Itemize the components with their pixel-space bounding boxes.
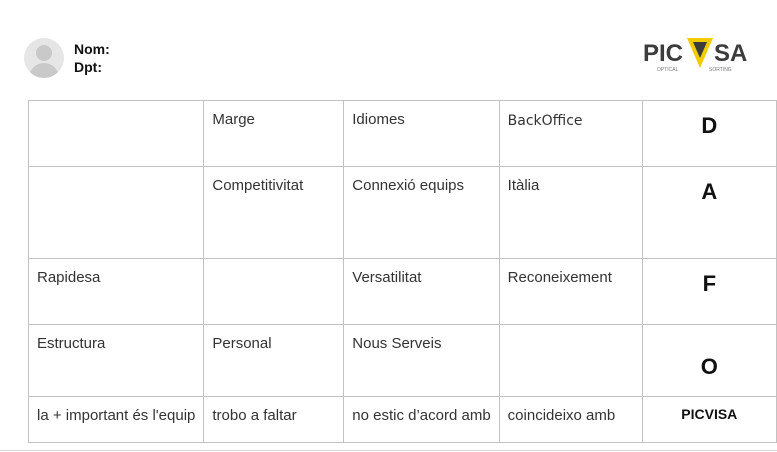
table-row [29, 325, 777, 397]
table-cell[interactable]: Estructura [29, 325, 204, 397]
logo-text-sa: SA [714, 40, 748, 67]
dafo-code-a: A [642, 167, 776, 259]
table-cell[interactable]: Idiomes [344, 101, 499, 167]
avatar-body-shape [29, 63, 59, 78]
table-cell[interactable] [204, 259, 344, 325]
profile-meta [74, 40, 110, 76]
table-cell[interactable]: BackOffice [499, 101, 642, 167]
table-cell[interactable]: Connexió equips [344, 167, 499, 259]
table-row [29, 397, 777, 443]
table-cell[interactable] [29, 167, 204, 259]
dafo-code-f: F [642, 259, 776, 325]
dafo-code-d: D [642, 101, 776, 167]
table-cell[interactable]: la + important és l'equip [29, 397, 204, 443]
picvisa-logo-icon [643, 36, 755, 74]
table-cell[interactable]: Rapidesa [29, 259, 204, 325]
name-label: Nom: [74, 41, 110, 57]
table-cell[interactable]: Personal [204, 325, 344, 397]
profile-header [0, 0, 777, 100]
table-row [29, 101, 777, 167]
table-cell[interactable]: Itàlia [499, 167, 642, 259]
table-cell[interactable]: Reconeixement [499, 259, 642, 325]
dafo-code-o: O [642, 325, 776, 397]
logo-text-pic: PIC [643, 40, 684, 67]
picvisa-logo [643, 36, 755, 74]
table-cell[interactable] [29, 101, 204, 167]
table-cell[interactable]: Competitivitat [204, 167, 344, 259]
table-cell[interactable]: Versatilitat [344, 259, 499, 325]
table-cell[interactable]: trobo a faltar [204, 397, 344, 443]
logo-subtitle-right: SORTING [709, 67, 732, 73]
dafo-table [28, 100, 777, 443]
department-label: Dpt: [74, 59, 102, 75]
table-cell[interactable]: Nous Serveis [344, 325, 499, 397]
table-row [29, 167, 777, 259]
brand-cell: PICVISA [642, 397, 776, 443]
table-cell[interactable] [499, 325, 642, 397]
bottom-divider [0, 450, 777, 451]
logo-subtitle-left: OPTICAL [657, 67, 679, 73]
table-cell[interactable]: Marge [204, 101, 344, 167]
avatar[interactable] [24, 38, 64, 78]
table-cell[interactable]: coincideixo amb [499, 397, 642, 443]
avatar-head-shape [36, 45, 52, 61]
table-row [29, 259, 777, 325]
table-cell[interactable]: no estic d’acord amb [344, 397, 499, 443]
